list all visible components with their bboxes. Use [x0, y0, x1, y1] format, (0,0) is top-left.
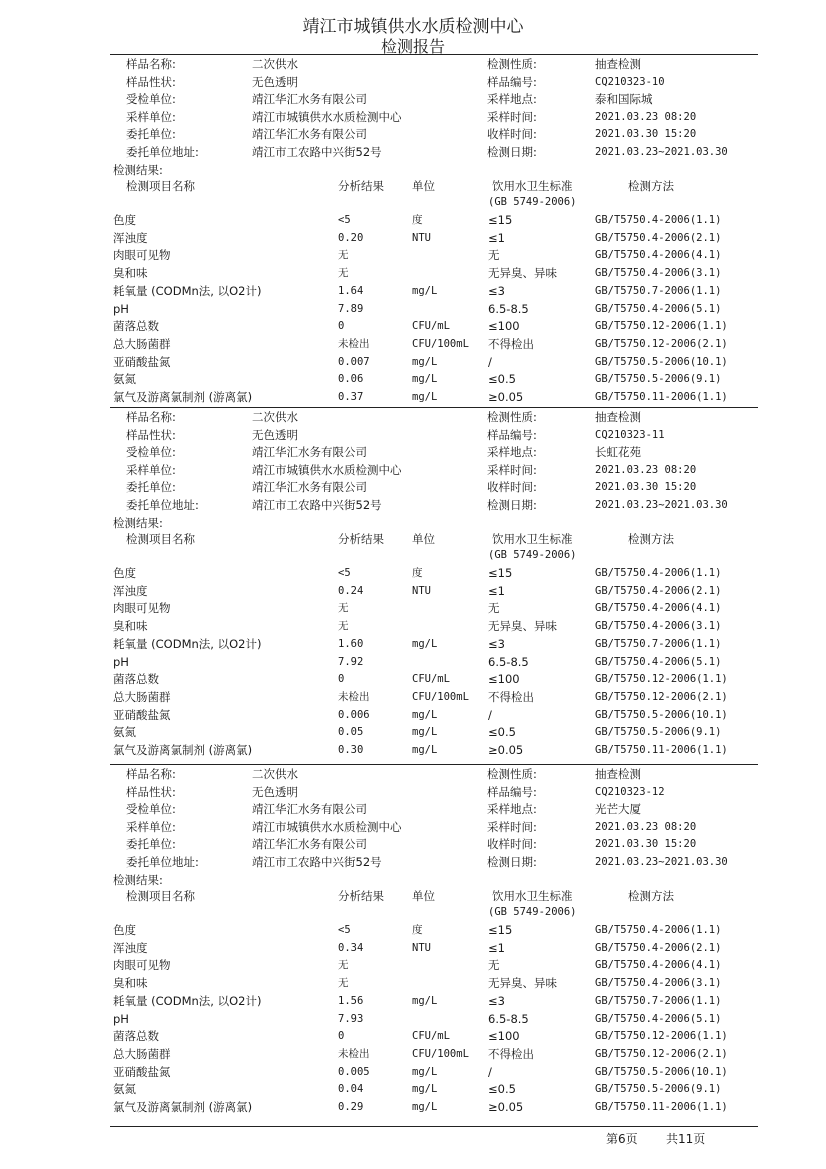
item-unit: mg/L — [412, 637, 438, 650]
page-total: 共11页 — [666, 1132, 706, 1146]
item-method: GB/T5750.5-2006(9.1) — [595, 726, 722, 739]
item-name: 色度 — [113, 213, 136, 227]
item-method: GB/T5750.7-2006(1.1) — [595, 284, 722, 297]
item-name: pH — [113, 301, 129, 316]
item-standard: ≥0.05 — [488, 390, 524, 404]
info-label: 样品编号: — [487, 74, 537, 89]
item-method: GB/T5750.4-2006(4.1) — [595, 959, 722, 972]
item-result: 0.37 — [338, 391, 364, 403]
item-result: 0 — [338, 1030, 345, 1043]
info-value: 靖江市工农路中兴街52号 — [252, 498, 382, 512]
info-value: 靖江市工农路中兴街52号 — [252, 855, 382, 869]
item-method: GB/T5750.7-2006(1.1) — [595, 994, 722, 1007]
info-label: 受检单位: — [126, 92, 176, 107]
info-value: 2021.03.23~2021.03.30 — [595, 499, 728, 511]
col-header-unit: 单位 — [412, 179, 435, 193]
item-standard: 不得检出 — [488, 1046, 534, 1061]
info-label: 采样单位: — [126, 109, 176, 124]
info-label: 样品名称: — [126, 410, 176, 424]
col-header-standard: 饮用水卫生标准 — [492, 179, 573, 193]
info-label: 委托单位: — [126, 127, 176, 142]
item-name: 浑浊度 — [113, 583, 148, 598]
item-standard: 无 — [488, 601, 500, 616]
info-label: 检测性质: — [487, 410, 537, 424]
item-result: 0.005 — [338, 1065, 370, 1078]
item-result: 0.006 — [338, 708, 370, 721]
item-standard: 无异臭、异味 — [488, 266, 557, 281]
item-name: 菌落总数 — [113, 1029, 159, 1044]
info-value: 抽查检测 — [595, 767, 641, 781]
info-label: 样品性状: — [126, 784, 176, 799]
item-name: 臭和味 — [113, 976, 148, 991]
col-header-unit: 单位 — [412, 532, 435, 546]
item-name: pH — [113, 654, 129, 669]
info-value: 靖江华汇水务有限公司 — [252, 837, 367, 852]
item-standard: ≤3 — [488, 993, 505, 1008]
item-result: 无 — [338, 249, 349, 262]
item-name: 氨氮 — [113, 372, 136, 387]
item-unit: mg/L — [412, 994, 438, 1007]
item-standard: 不得检出 — [488, 689, 534, 704]
info-label: 采样时间: — [487, 819, 537, 834]
col-header-method: 检测方法 — [628, 889, 674, 903]
item-name: 耗氧量 (CODMn法, 以O2计) — [113, 993, 262, 1008]
top-rule — [110, 54, 758, 55]
item-method: GB/T5750.12-2006(2.1) — [595, 337, 728, 350]
item-unit: CFU/100mL — [412, 1047, 469, 1060]
item-result: 0.06 — [338, 373, 364, 386]
item-name: 色度 — [113, 566, 136, 580]
item-result: 0.20 — [338, 231, 364, 244]
item-name: 总大肠菌群 — [113, 1046, 171, 1061]
item-standard: ≤15 — [488, 566, 513, 580]
item-standard: ≤100 — [488, 319, 520, 334]
item-standard: ≤15 — [488, 923, 513, 937]
info-label: 采样时间: — [487, 109, 537, 124]
item-standard: ≥0.05 — [488, 743, 524, 757]
info-value: 2021.03.30 15:20 — [595, 128, 697, 141]
item-method: GB/T5750.4-2006(1.1) — [595, 214, 722, 226]
info-value: 光芒大厦 — [595, 802, 641, 817]
info-label: 采样单位: — [126, 819, 176, 834]
item-name: 浑浊度 — [113, 940, 148, 955]
info-label: 检测日期: — [487, 498, 537, 512]
info-label: 检测日期: — [487, 855, 537, 869]
col-header-method: 检测方法 — [628, 532, 674, 546]
item-result: 无 — [338, 977, 349, 990]
info-label: 采样地点: — [487, 802, 537, 817]
item-result: 1.60 — [338, 637, 364, 650]
item-standard: 6.5-8.5 — [488, 301, 529, 316]
info-value: 无色透明 — [252, 74, 298, 89]
info-label: 委托单位: — [126, 480, 176, 495]
info-label: 收样时间: — [487, 127, 537, 142]
info-label: 采样时间: — [487, 462, 537, 477]
col-header-standard-sub: (GB 5749-2006) — [488, 196, 577, 208]
item-standard: ≤3 — [488, 283, 505, 298]
item-name: 亚硝酸盐氮 — [113, 354, 171, 369]
item-result: 1.64 — [338, 284, 364, 297]
info-label: 检测性质: — [487, 767, 537, 781]
bottom-rule — [110, 1126, 758, 1127]
item-result: <5 — [338, 214, 351, 226]
item-result: 1.56 — [338, 994, 364, 1007]
info-label: 样品编号: — [487, 427, 537, 442]
item-method: GB/T5750.4-2006(3.1) — [595, 620, 722, 633]
item-unit: mg/L — [412, 373, 438, 386]
item-method: GB/T5750.11-2006(1.1) — [595, 744, 728, 756]
col-header-method: 检测方法 — [628, 179, 674, 193]
item-standard: 无异臭、异味 — [488, 619, 557, 634]
item-unit: 度 — [412, 214, 423, 226]
item-unit: CFU/100mL — [412, 337, 469, 350]
info-value: 2021.03.23~2021.03.30 — [595, 146, 728, 158]
item-result: 0 — [338, 320, 345, 333]
info-value: 长虹花苑 — [595, 445, 641, 460]
item-result: 无 — [338, 267, 349, 280]
info-value: 二次供水 — [252, 767, 298, 781]
item-method: GB/T5750.4-2006(1.1) — [595, 567, 722, 579]
item-method: GB/T5750.4-2006(3.1) — [595, 267, 722, 280]
item-unit: mg/L — [412, 284, 438, 297]
item-standard: ≤1 — [488, 940, 505, 955]
item-name: 亚硝酸盐氮 — [113, 1064, 171, 1079]
results-label: 检测结果: — [113, 163, 163, 177]
item-name: pH — [113, 1011, 129, 1026]
item-standard: / — [488, 1064, 492, 1079]
info-label: 样品性状: — [126, 427, 176, 442]
item-standard: ≥0.05 — [488, 1100, 524, 1114]
info-value: 2021.03.23 08:20 — [595, 820, 697, 833]
item-result: 0 — [338, 673, 345, 686]
info-label: 委托单位地址: — [126, 145, 199, 159]
item-method: GB/T5750.5-2006(10.1) — [595, 708, 728, 721]
info-value: 泰和国际城 — [595, 92, 653, 107]
item-result: 7.89 — [338, 302, 364, 315]
info-value: 靖江华汇水务有限公司 — [252, 802, 367, 817]
item-name: 氯气及游离氯制剂 (游离氯) — [113, 1100, 253, 1114]
info-value: 靖江市城镇供水水质检测中心 — [252, 462, 402, 477]
info-value: 靖江市城镇供水水质检测中心 — [252, 819, 402, 834]
info-value: 2021.03.23 08:20 — [595, 110, 697, 123]
info-value: 2021.03.23~2021.03.30 — [595, 856, 728, 868]
item-method: GB/T5750.4-2006(2.1) — [595, 231, 722, 244]
item-name: 臭和味 — [113, 619, 148, 634]
col-header-result: 分析结果 — [338, 179, 384, 193]
item-method: GB/T5750.12-2006(1.1) — [595, 320, 728, 333]
item-method: GB/T5750.5-2006(9.1) — [595, 373, 722, 386]
item-unit: mg/L — [412, 726, 438, 739]
item-method: GB/T5750.4-2006(4.1) — [595, 602, 722, 615]
item-method: GB/T5750.4-2006(2.1) — [595, 941, 722, 954]
item-name: 氯气及游离氯制剂 (游离氯) — [113, 743, 253, 757]
item-unit: NTU — [412, 584, 431, 597]
item-unit: NTU — [412, 231, 431, 244]
item-unit: mg/L — [412, 1083, 438, 1096]
item-standard: / — [488, 707, 492, 722]
info-value: 无色透明 — [252, 784, 298, 799]
info-value: 二次供水 — [252, 410, 298, 424]
item-name: 肉眼可见物 — [113, 248, 171, 263]
item-method: GB/T5750.4-2006(2.1) — [595, 584, 722, 597]
item-method: GB/T5750.4-2006(1.1) — [595, 924, 722, 936]
info-label: 收样时间: — [487, 480, 537, 495]
item-standard: 无 — [488, 958, 500, 973]
item-standard: ≤0.5 — [488, 725, 516, 740]
info-label: 委托单位: — [126, 837, 176, 852]
col-header-result: 分析结果 — [338, 532, 384, 546]
item-result: 未检出 — [338, 1047, 370, 1060]
col-header-standard: 饮用水卫生标准 — [492, 532, 573, 546]
item-unit: CFU/mL — [412, 320, 450, 333]
item-method: GB/T5750.12-2006(2.1) — [595, 690, 728, 703]
item-result: 未检出 — [338, 690, 370, 703]
item-result: 0.30 — [338, 744, 364, 756]
item-standard: 6.5-8.5 — [488, 654, 529, 669]
item-name: 浑浊度 — [113, 230, 148, 245]
item-standard: 无 — [488, 248, 500, 263]
item-unit: NTU — [412, 941, 431, 954]
item-name: 氨氮 — [113, 725, 136, 740]
report-title: 靖江市城镇供水水质检测中心 — [302, 17, 524, 37]
item-method: GB/T5750.11-2006(1.1) — [595, 391, 728, 403]
info-value: CQ210323-11 — [595, 428, 665, 441]
results-label: 检测结果: — [113, 873, 163, 887]
info-value: 2021.03.23 08:20 — [595, 463, 697, 476]
info-label: 检测日期: — [487, 145, 537, 159]
item-result: 0.24 — [338, 584, 364, 597]
item-result: 0.04 — [338, 1083, 364, 1096]
item-name: 肉眼可见物 — [113, 601, 171, 616]
item-name: 总大肠菌群 — [113, 689, 171, 704]
item-result: 未检出 — [338, 337, 370, 350]
results-label: 检测结果: — [113, 516, 163, 530]
info-label: 样品编号: — [487, 784, 537, 799]
item-result: 无 — [338, 620, 349, 633]
col-header-standard: 饮用水卫生标准 — [492, 889, 573, 903]
item-unit: CFU/mL — [412, 673, 450, 686]
item-method: GB/T5750.4-2006(3.1) — [595, 977, 722, 990]
page-number: 第6页 — [606, 1132, 638, 1146]
item-method: GB/T5750.4-2006(5.1) — [595, 1012, 722, 1025]
item-standard: 6.5-8.5 — [488, 1011, 529, 1026]
item-method: GB/T5750.12-2006(1.1) — [595, 1030, 728, 1043]
item-name: 氨氮 — [113, 1082, 136, 1097]
item-unit: 度 — [412, 924, 423, 936]
item-unit: CFU/100mL — [412, 690, 469, 703]
item-name: 菌落总数 — [113, 672, 159, 687]
col-header-standard-sub: (GB 5749-2006) — [488, 906, 577, 918]
info-value: 无色透明 — [252, 427, 298, 442]
item-method: GB/T5750.5-2006(10.1) — [595, 1065, 728, 1078]
item-standard: ≤3 — [488, 636, 505, 651]
col-header-result: 分析结果 — [338, 889, 384, 903]
info-value: 靖江华汇水务有限公司 — [252, 92, 367, 107]
item-unit: mg/L — [412, 1101, 438, 1113]
item-result: 无 — [338, 959, 349, 972]
col-header-item: 检测项目名称 — [126, 532, 195, 546]
item-method: GB/T5750.4-2006(5.1) — [595, 302, 722, 315]
block-separator — [110, 764, 758, 765]
info-label: 样品名称: — [126, 57, 176, 71]
info-value: 抽查检测 — [595, 410, 641, 424]
item-result: <5 — [338, 567, 351, 579]
item-result: 无 — [338, 602, 349, 615]
item-name: 肉眼可见物 — [113, 958, 171, 973]
item-standard: 不得检出 — [488, 336, 534, 351]
item-method: GB/T5750.7-2006(1.1) — [595, 637, 722, 650]
info-label: 收样时间: — [487, 837, 537, 852]
item-name: 臭和味 — [113, 266, 148, 281]
item-method: GB/T5750.12-2006(2.1) — [595, 1047, 728, 1060]
item-standard: ≤0.5 — [488, 1082, 516, 1097]
info-value: CQ210323-12 — [595, 785, 665, 798]
col-header-item: 检测项目名称 — [126, 179, 195, 193]
item-result: 0.007 — [338, 355, 370, 368]
item-name: 色度 — [113, 923, 136, 937]
item-result: 7.92 — [338, 655, 364, 668]
col-header-standard-sub: (GB 5749-2006) — [488, 549, 577, 561]
item-standard: / — [488, 354, 492, 369]
item-unit: CFU/mL — [412, 1030, 450, 1043]
info-label: 样品名称: — [126, 767, 176, 781]
item-result: 0.05 — [338, 726, 364, 739]
item-unit: mg/L — [412, 708, 438, 721]
info-value: CQ210323-10 — [595, 75, 665, 88]
item-name: 耗氧量 (CODMn法, 以O2计) — [113, 636, 262, 651]
info-label: 采样单位: — [126, 462, 176, 477]
info-value: 抽查检测 — [595, 57, 641, 71]
info-label: 采样地点: — [487, 92, 537, 107]
info-label: 委托单位地址: — [126, 498, 199, 512]
col-header-item: 检测项目名称 — [126, 889, 195, 903]
item-name: 氯气及游离氯制剂 (游离氯) — [113, 390, 253, 404]
item-method: GB/T5750.4-2006(4.1) — [595, 249, 722, 262]
item-standard: ≤1 — [488, 230, 505, 245]
item-standard: ≤100 — [488, 672, 520, 687]
item-method: GB/T5750.5-2006(10.1) — [595, 355, 728, 368]
col-header-unit: 单位 — [412, 889, 435, 903]
item-name: 总大肠菌群 — [113, 336, 171, 351]
info-label: 受检单位: — [126, 802, 176, 817]
info-label: 采样地点: — [487, 445, 537, 460]
item-method: GB/T5750.5-2006(9.1) — [595, 1083, 722, 1096]
item-unit: mg/L — [412, 744, 438, 756]
item-name: 菌落总数 — [113, 319, 159, 334]
item-name: 耗氧量 (CODMn法, 以O2计) — [113, 283, 262, 298]
item-result: <5 — [338, 924, 351, 936]
item-standard: ≤0.5 — [488, 372, 516, 387]
info-value: 2021.03.30 15:20 — [595, 838, 697, 851]
item-name: 亚硝酸盐氮 — [113, 707, 171, 722]
info-label: 委托单位地址: — [126, 855, 199, 869]
item-standard: ≤100 — [488, 1029, 520, 1044]
info-value: 靖江华汇水务有限公司 — [252, 445, 367, 460]
item-method: GB/T5750.12-2006(1.1) — [595, 673, 728, 686]
report-subtitle: 检测报告 — [380, 37, 445, 56]
item-result: 0.29 — [338, 1101, 364, 1113]
info-value: 2021.03.30 15:20 — [595, 481, 697, 494]
item-standard: 无异臭、异味 — [488, 976, 557, 991]
item-result: 0.34 — [338, 941, 364, 954]
info-label: 检测性质: — [487, 57, 537, 71]
item-unit: mg/L — [412, 391, 438, 403]
item-unit: mg/L — [412, 1065, 438, 1078]
item-unit: mg/L — [412, 355, 438, 368]
info-value: 二次供水 — [252, 57, 298, 71]
block-separator — [110, 407, 758, 408]
info-value: 靖江华汇水务有限公司 — [252, 127, 367, 142]
item-standard: ≤15 — [488, 213, 513, 227]
item-unit: 度 — [412, 567, 423, 579]
info-value: 靖江市工农路中兴街52号 — [252, 145, 382, 159]
info-label: 样品性状: — [126, 74, 176, 89]
info-value: 靖江华汇水务有限公司 — [252, 480, 367, 495]
item-method: GB/T5750.11-2006(1.1) — [595, 1101, 728, 1113]
info-label: 受检单位: — [126, 445, 176, 460]
item-method: GB/T5750.4-2006(5.1) — [595, 655, 722, 668]
info-value: 靖江市城镇供水水质检测中心 — [252, 109, 402, 124]
item-result: 7.93 — [338, 1012, 364, 1025]
item-standard: ≤1 — [488, 583, 505, 598]
